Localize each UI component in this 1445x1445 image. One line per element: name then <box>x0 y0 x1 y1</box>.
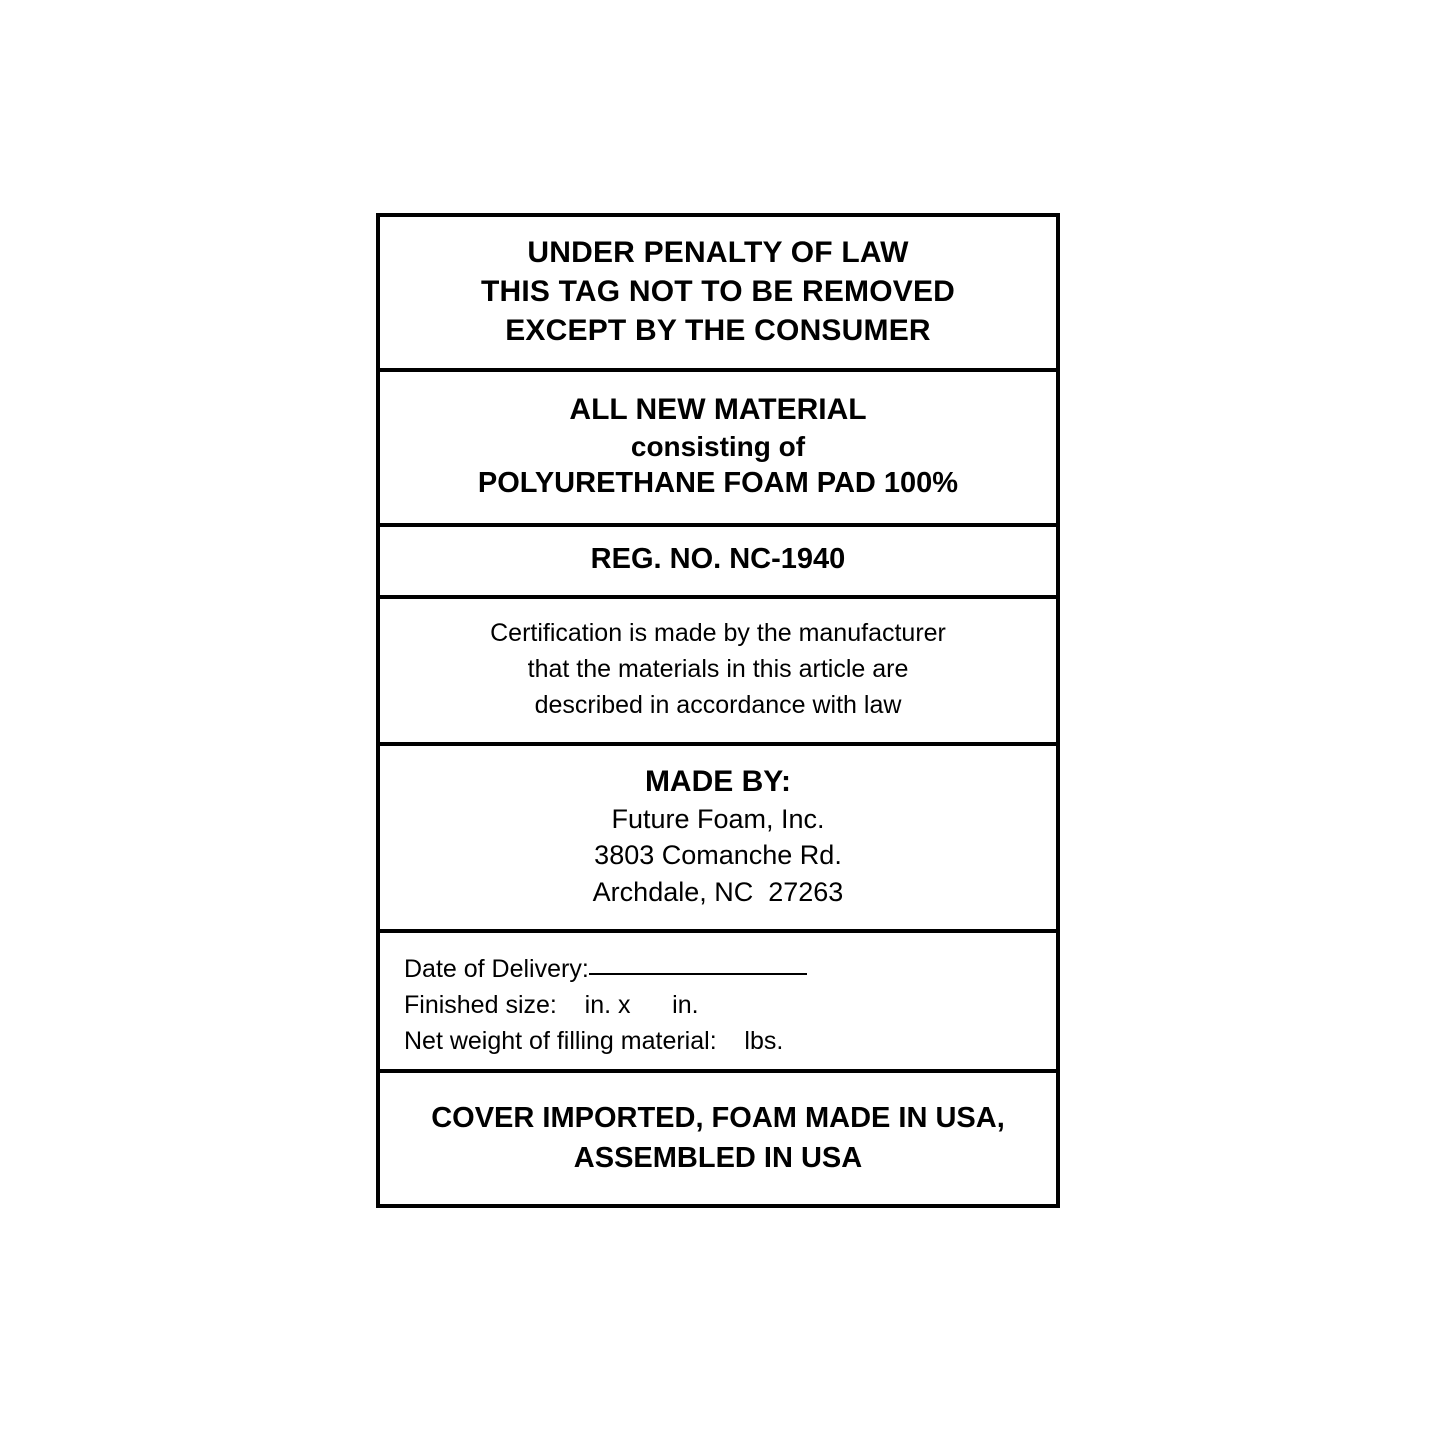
finished-size-row <box>404 987 1056 1023</box>
date-of-delivery-input[interactable] <box>589 973 807 975</box>
net-weight-label: Net weight of filling material: <box>404 1027 717 1056</box>
penalty-section <box>380 217 1056 372</box>
law-tag <box>376 213 1060 1208</box>
origin-line-1: COVER IMPORTED, FOAM MADE IN USA, <box>431 1102 1005 1135</box>
date-of-delivery-row <box>404 951 1056 987</box>
manufacturer-city-state-zip: Archdale, NC 27263 <box>592 876 844 907</box>
manufacturer-name: Future Foam, Inc. <box>611 803 825 834</box>
finished-size-label: Finished size: <box>404 990 557 1019</box>
origin-section <box>380 1073 1056 1203</box>
certification-section <box>380 599 1056 746</box>
penalty-line-1: UNDER PENALTY OF LAW <box>527 236 909 269</box>
manufacturer-section <box>380 746 1056 933</box>
net-weight-row <box>404 1023 1056 1059</box>
material-heading: ALL NEW MATERIAL <box>569 393 867 426</box>
delivery-fields-section <box>380 933 1056 1074</box>
certification-line-2: that the materials in this article are <box>527 655 909 684</box>
registration-number: REG. NO. NC-1940 <box>590 543 846 576</box>
material-composition: POLYURETHANE FOAM PAD 100% <box>477 467 959 500</box>
net-weight-value[interactable]: lbs. <box>716 1027 784 1056</box>
certification-line-1: Certification is made by the manufacturer <box>490 618 946 647</box>
registration-section <box>380 527 1056 599</box>
penalty-line-3: EXCEPT BY THE CONSUMER <box>505 314 931 347</box>
manufacturer-heading: MADE BY: <box>644 764 792 798</box>
material-consisting-of: consisting of <box>630 431 806 462</box>
origin-line-2: ASSEMBLED IN USA <box>573 1141 863 1174</box>
date-of-delivery-label: Date of Delivery: <box>404 954 589 983</box>
manufacturer-street: 3803 Comanche Rd. <box>594 840 842 871</box>
penalty-line-2: THIS TAG NOT TO BE REMOVED <box>480 275 956 308</box>
material-section <box>380 372 1056 527</box>
finished-size-value[interactable]: in. x in. <box>556 990 699 1019</box>
certification-line-3: described in accordance with law <box>534 691 902 720</box>
